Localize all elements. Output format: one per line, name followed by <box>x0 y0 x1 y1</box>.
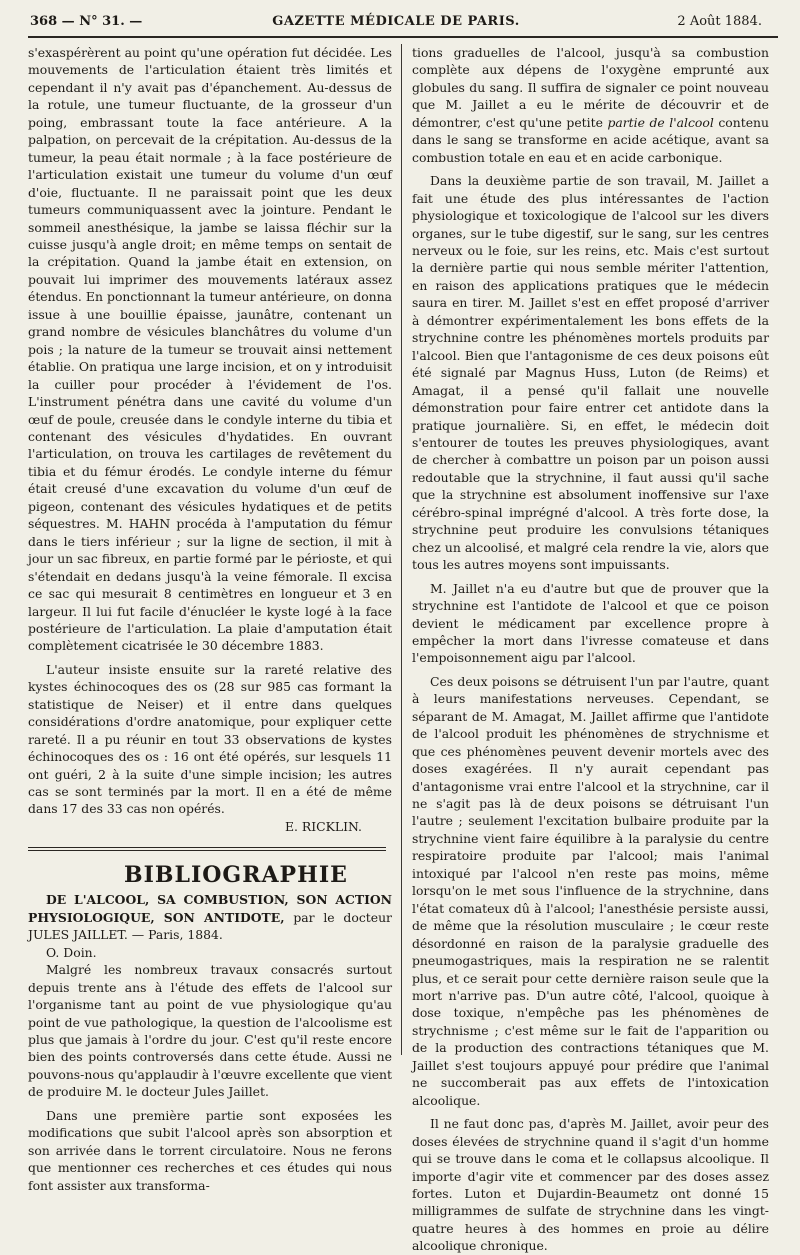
section-divider <box>28 847 386 851</box>
header-rule <box>28 36 778 38</box>
article-paragraph: L'auteur insiste ensuite sur la rareté relative des kystes échinocoques des os (28 sur 985 cas formant la statistique de Neiser) et il entre dans quelques considérations d'ordre anatomique, pour expliquer cette rareté. Il a pu réunir en tout 33 observations de kystes échinocoques des os : 16 ont été opérés, sur lesquels 11 ont guéri, 2 à la suite d'une simple incision; les autres cas se sont terminés par la mort. Il en a été de même dans 17 des 33 cas non opérés. <box>28 661 392 817</box>
bibliography-entry <box>28 891 392 943</box>
entry-author: par le docteur JULES JAILLET. — Paris, 1884. <box>28 909 392 943</box>
review-paragraph: Il ne faut donc pas, d'après M. Jaillet, avoir peur des doses élevées de strychnine quand il s'agit d'un homme qui se trouve dans le coma et le collapsus alcoolique. Il importe d'agir vite et commencer par des doses assez fortes. Luton et Dujardin-Beaumetz ont donné 15 milligrammes de sulfate de strychnine dans les vingt-quatre heures à des hommes en proie au délire alcoolique chronique. <box>412 1116 769 1254</box>
section-title: BIBLIOGRAPHIE <box>124 862 348 889</box>
journal-title: GAZETTE MÉDICALE DE PARIS. <box>272 14 520 29</box>
issue-date: 2 Août 1884. <box>677 14 762 29</box>
review-paragraph: Malgré les nombreux travaux consacrés surtout depuis trente ans à l'étude des effets de l'alcool sur l'organisme tant au point de vue physiologique qu'au point de vue pathologique, la question de l'alcoolisme est plus que jamais à l'ordre du jour. C'est qu'il reste encore bien des points controversés dans cette étude. Aussi ne pouvons-nous qu'applaudir à l'œuvre excellente que vient de produire M. le docteur Jules Jaillet. <box>28 962 392 1100</box>
article-paragraph: s'exaspérèrent au point qu'une opération fut décidée. Les mouvements de l'articulation étaient très limités et cependant il n'y avait pas d'épanchement. Au-dessus de la rotule, une tumeur fluctuante, de la grosseur d'un poing, embrassant toute la face antérieure. A la palpation, on percevait de la crépitation. Au-dessus de la tumeur, la peau était normale ; à la face postérieure de l'articulation existait une tumeur du volume d'un œuf d'oie, fluctuante. Il ne paraissait point que les deux tumeurs communiquassent avec la jointure. Pendant le sommeil anesthésique, la jambe se laissa fléchir sur la cuisse jusqu'à angle droit; en même temps on sentait de la crépitation. Quand la jambe était en extension, on pouvait lui imprimer des mouvements latéraux assez étendus. En ponctionnant la tumeur antérieure, on donna issue à une bouillie épaisse, jaunâtre, contenant un grand nombre de vésicules blanchâtres du volume d'un pois ; la nature de la tumeur se trouvait ainsi nettement établie. On pratiqua une large incision, et on y introduisit la cuiller pour procéder à l'évidement de l'os. L'instrument pénétra dans une cavité du volume d'un œuf de poule, creusée dans le condyle interne du tibia et contenant des vésicules d'hydatides. En ouvrant l'articulation, on trouva les cartilages de revêtement du tibia et du fémur érodés. Le condyle interne du fémur était creusé d'une excavation du volume d'un œuf de pigeon, contenant des vésicules hydatiques et de petits séquestres. M. HAHN procéda à l'amputation du fémur dans le tiers inférieur ; sur la ligne de section, il mit à jour un sac fibreux, en partie formé par le périoste, et qui s'étendait en dedans jusqu'à la veine fémorale. Il excisa ce sac qui mesurait 8 centimètres en longueur et 3 en largeur. Il lui fut facile d'énucléer le kyste logé à la face postérieure de l'articulation. La plaie d'amputation était complètement cicatrisée le 30 décembre 1883. <box>28 45 392 654</box>
column-separator <box>401 44 402 1055</box>
review-paragraph: M. Jaillet n'a eu d'autre but que de prouver que la strychnine est l'antidote de l'alcool et que ce poison devient le médicament par excellence propre à empêcher la mort dans l'ivresse comateuse et dans l'empoisonnement aigu par l'alcool. <box>412 580 769 666</box>
page-header <box>30 14 762 36</box>
review-paragraph: Dans la deuxième partie de son travail, M. Jaillet a fait une étude des plus intéressantes de l'action physiologique et toxicologique de l'alcool sur les divers organes, sur le tube digestif, sur le sang, sur les centres nerveux ou le foie, sur les reins, etc. Mais c'est surtout la dernière partie qui nous semble mériter l'attention, en raison des applications pratiques que le médecin saura en tirer. M. Jaillet s'est en effet proposé d'arriver à démontrer expérimentalement les bons effets de la strychnine contre les phénomènes mortels produits par l'alcool. Bien que l'antagonisme de ces deux poisons eût été signalé par Magnus Huss, Luton (de Reims) et Amagat, il a pensé qu'il fallait une nouvelle démonstration pour faire entrer cet antidote dans la pratique journalière. Si, en effet, le médecin doit s'entourer de toutes les preuves physiologiques, avant de chercher à combattre un poison par un poison aussi redoutable que la strychnine, il faut aussi qu'il sache que la strychnine est absolument inoffensive sur l'axe cérébro-spinal imprégné d'alcool. A très forte dose, la strychnine peut produire les convulsions tétaniques chez un alcoolisé, et malgré cela rendre la vie, alors que tous les autres moyens sont impuissants. <box>412 173 769 573</box>
author-signature: E. RICKLIN. <box>285 818 362 834</box>
review-paragraph: Dans une première partie sont exposées les modifications que subit l'alcool après son absorption et son arrivée dans le torrent circulatoire. Nous ne ferons que mentionner ces recherches et ces études qui nous font assister aux transforma- <box>28 1107 392 1193</box>
left-column <box>28 44 392 1193</box>
page-number: 368 — N° 31. — <box>30 14 143 29</box>
review-paragraph: Ces deux poisons se détruisent l'un par l'autre, quant à leurs manifestations nerveuses. Cependant, se séparant de M. Amagat, M. Jaillet affirme que l'antidote de l'alcool produit les phénomènes de strychnisme et que ces phénomènes peuvent devenir mortels avec des doses exagérées. Il n'y aurait cependant pas d'antagonisme vrai entre l'alcool et la strychnine, car il ne s'agit pas là de deux poisons se détruisant l'un l'autre ; seulement l'excitation bulbaire produite par la strychnine vient faire équilibre à la paralysie du centre respiratoire produite par l'alcool; mais l'animal intoxiqué par l'alcool n'en reste pas moins, même lorsqu'on le met sous l'influence de la strychnine, dans l'état comateux dû à l'alcool; l'anesthésie persiste aussi, de même que la résolution musculaire ; le cœur reste désordonné en raison de la paralysie graduelle des pneumogastriques, mais la respiration ne se ralentit plus, et ce serait pour cette dernière raison seule que la mort n'arrive pas. D'un autre côté, l'alcool, quoique à dose toxique, n'empêche pas les phénomènes de strychnisme ; c'est même sur le fait de l'apparition ou de la production des contractions tétaniques que M. Jaillet s'est toujours appuyé pour prédire que l'animal ne succomberait pas aux effets de l'intoxication alcoolique. <box>412 673 769 1108</box>
entry-publisher: O. Doin. <box>46 944 97 960</box>
review-paragraph: tions graduelles de l'alcool, jusqu'à sa combustion complète aux dépens de l'oxygène emprunté aux globules du sang. Il suffira de signaler ce point nouveau que M. Jaillet a eu le mérite de découvrir et de démontrer, c'est qu'une petite partie de l'alcool contenu dans le sang se transforme en acide acétique, avant sa combustion totale en eau et en acide carbonique. <box>412 45 769 165</box>
entry-title: DE L'ALCOOL, SA COMBUSTION, SON ACTION PHYSIOLOGIQUE, SON ANTIDOTE, <box>28 892 392 925</box>
italic-phrase: partie de l'alcool <box>607 114 714 130</box>
right-column <box>412 44 769 1254</box>
